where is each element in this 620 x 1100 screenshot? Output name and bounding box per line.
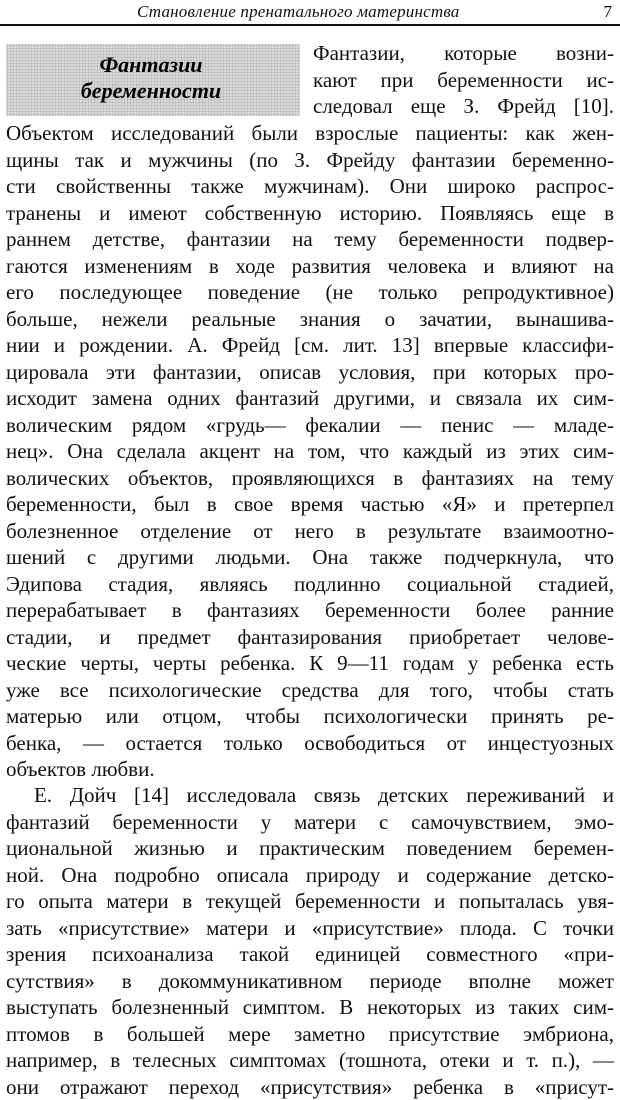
- paragraph-1: [6, 120, 614, 783]
- text-line: уже все психологические средства для того, чтобы стать: [6, 677, 614, 704]
- text-line: волических объектов, проявляющихся в фантазиях на тему: [6, 465, 614, 492]
- text-line: беременности, был в свое время частью «Я» и претерпел: [6, 491, 614, 518]
- text-line: например, в телесных симптомах (тошнота, отеки и т. п.), —: [6, 1047, 614, 1074]
- text-line: стадии, и предмет фантазирования приобретает челове-: [6, 624, 614, 651]
- text-line: цировала эти фантазии, описав условия, при которых про-: [6, 359, 614, 386]
- text-line: ной. Она подробно описала природу и содержание детско-: [6, 862, 614, 889]
- text-line: сти свойственны также мужчинам). Они широко распрос-: [6, 173, 614, 200]
- page-number: 7: [604, 2, 613, 22]
- text-line: Объектом исследований были взрослые пациенты: как жен-: [6, 120, 614, 147]
- text-line: щины так и мужчины (по З. Фрейду фантазии беременно-: [6, 147, 614, 174]
- text-line: больше, нежели реальные знания о зачатии, вынашива-: [6, 306, 614, 333]
- text-line: Фантазии, которые возни-: [313, 40, 614, 67]
- text-line: волическим рядом «грудь— фекалии — пенис — младе-: [6, 412, 614, 439]
- text-line: зать «присутствие» матери и «присутствие» плода. С точки: [6, 915, 614, 942]
- text-line: бенка, — остается только освободиться от инцестуозных: [6, 730, 614, 757]
- text-line: зрения психоанализа такой единицей совместного «при-: [6, 941, 614, 968]
- sidebar-heading-line: Фантазии: [6, 52, 296, 78]
- text-line: его последующее поведение (не только репродуктивное): [6, 279, 614, 306]
- text-line: болезненное отделение от него в результате взаимоотно-: [6, 518, 614, 545]
- text-line: циональной жизнью и практическим поведением беремен-: [6, 835, 614, 862]
- text-line: выступать болезненный симптом. В некоторых из таких сим-: [6, 994, 614, 1021]
- text-line: перерабатывает в фантазиях беременности более ранние: [6, 597, 614, 624]
- text-line: следовал еще З. Фрейд [10].: [313, 93, 614, 120]
- text-line: нец». Она сделала акцент на том, что каждый из этих сим-: [6, 438, 614, 465]
- text-line: гаются изменениям в ходе развития человека и влияют на: [6, 253, 614, 280]
- text-line: Е. Дойч [14] исследовала связь детских переживаний и: [6, 782, 614, 809]
- text-line: матерью или отцом, чтобы психологически принять ре-: [6, 703, 614, 730]
- running-header-title: Становление пренатального материнства: [137, 2, 460, 22]
- text-line: исходит замена одних фантазий другими, и связала их сим-: [6, 385, 614, 412]
- sidebar-heading: [6, 52, 296, 104]
- text-line: шений с другими людьми. Она также подчеркнула, что: [6, 544, 614, 571]
- text-line: они отражают переход «присутствия» ребенка в «присут-: [6, 1074, 614, 1100]
- text-line: фантазий беременности у матери с самочувствием, эмо-: [6, 809, 614, 836]
- paragraph-2: [6, 782, 614, 1100]
- text-line: Эдипова стадия, являясь подлинно социальной стадией,: [6, 571, 614, 598]
- text-line: ческие черты, черты ребенка. К 9—11 годам у ребенка есть: [6, 650, 614, 677]
- sidebar-heading-line: беременности: [6, 78, 296, 104]
- text-line: транены и имеют собственную историю. Появляясь еще в: [6, 200, 614, 227]
- text-line: кают при беременности ис-: [313, 67, 614, 94]
- header-rule: [0, 24, 620, 26]
- text-line: го опыта матери в текущей беременности и попыталась увя-: [6, 888, 614, 915]
- text-line: раннем детстве, фантазии на тему беременности подвер-: [6, 226, 614, 253]
- sidebar-heading-box: [6, 44, 300, 116]
- text-line: объектов любви.: [6, 756, 614, 783]
- text-line: сутствия» в докоммуникативном периоде вполне может: [6, 968, 614, 995]
- running-header: [0, 0, 620, 26]
- text-line: нии и рождении. А. Фрейд [см. лит. 13] впервые классифи-: [6, 332, 614, 359]
- text-line: птомов в большей мере заметно присутствие эмбриона,: [6, 1021, 614, 1048]
- paragraph-opening: [313, 40, 614, 120]
